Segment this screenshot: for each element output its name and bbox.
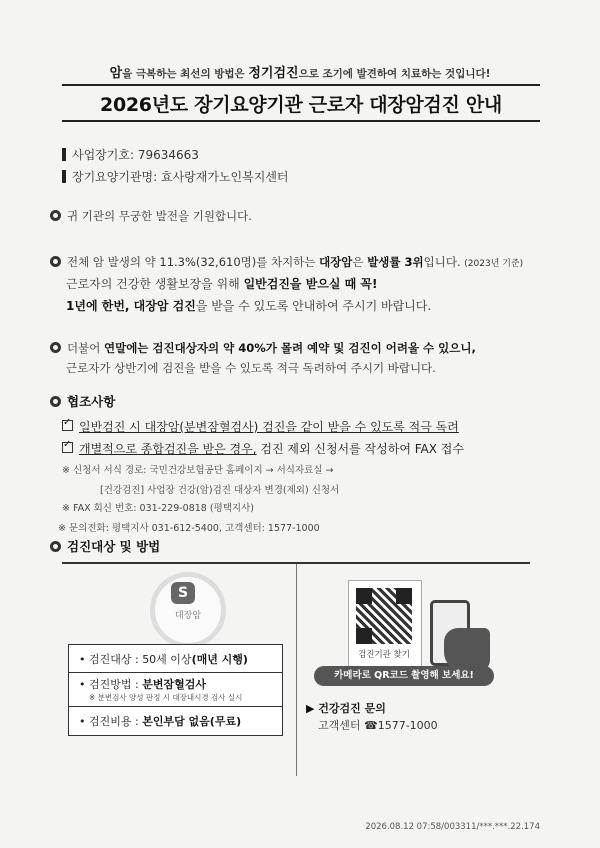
- panel-divider: [296, 564, 297, 776]
- colon-icon: S: [171, 582, 195, 604]
- circle-bullet-icon: [50, 541, 61, 552]
- business-number: 사업장기호: 79634663: [72, 148, 199, 162]
- cooperation-item-2b: 검진 제외 신청서를 작성하여 FAX 접수: [256, 442, 464, 456]
- statistics-line-3: [66, 296, 431, 316]
- p1-l2a: 근로자의 건강한 생활보장을 위해: [66, 277, 244, 291]
- cooperation-heading: [50, 392, 115, 410]
- statistics-line-2: [66, 274, 378, 294]
- circle-bullet-icon: [50, 210, 61, 221]
- p2-b: 연말에는 검진대상자의 약 40%가 몰려 예약 및 검진이 어려울 수 있으니,: [103, 341, 476, 355]
- facility-name: 장기요양기관명: 효사랑재가노인복지센터: [72, 170, 289, 184]
- fax-footer: 2026.08.12 07:58/003311/***.***.22.174: [365, 822, 540, 832]
- tagline-word-checkup: 정기검진: [248, 66, 299, 81]
- cost-value: 본인부담 없음(무료): [142, 715, 242, 728]
- p1-a: 전체 암 발생의 약 11.3%(32,610명)를 차지하는: [67, 255, 320, 269]
- method-box: [68, 672, 283, 710]
- circle-bullet-icon: [50, 256, 61, 267]
- p1-f: (2023년 기준): [464, 259, 524, 269]
- method-heading-text: 검진대상 및 방법: [67, 539, 161, 554]
- p1-l3a: 1년에: [66, 299, 98, 313]
- facility-name-field: [62, 168, 289, 185]
- cost-label: • 검진비용 :: [79, 715, 143, 728]
- greeting-text: 귀 기관의 무궁한 발전을 기원합니다.: [67, 209, 252, 223]
- target-label: • 검진대상 : 50세 이상: [79, 653, 192, 666]
- year-end-line-2: 근로자가 상반기에 검진을 받을 수 있도록 적극 독려하여 주시기 바랍니다.: [66, 361, 436, 375]
- square-bullet-icon: [62, 148, 66, 161]
- cooperation-item-2: [62, 440, 464, 457]
- cost-box: [68, 706, 283, 736]
- document-title: 2026년도 장기요양기관 근로자 대장암검진 안내: [100, 94, 502, 116]
- contact-heading: ▶ 건강검진 문의: [306, 702, 386, 715]
- cooperation-item-1-text: 일반검진 시 대장암(분변잠혈검사) 검진을 같이 받을 수 있도록 적극 독려: [79, 420, 459, 434]
- p1-b: 대장암: [319, 255, 353, 269]
- checkbox-icon: [62, 442, 73, 453]
- checkbox-icon: [62, 420, 73, 431]
- title-bottom-rule: [62, 120, 540, 122]
- greeting: [50, 206, 252, 226]
- p1-e: 입니다.: [423, 255, 461, 269]
- business-number-field: [62, 146, 199, 163]
- method-label: • 검진방법 :: [79, 678, 143, 691]
- p1-l2b: 일반검진을 받으실 때 꼭!: [243, 277, 378, 291]
- logo-label: 대장암: [174, 611, 202, 621]
- note-form-name: [건강검진] 사업장 건강(암)검진 대상자 변경(제외) 신청서: [100, 485, 340, 496]
- tagline-text-2: 으로 조기에 발견하여 치료하는 것입니다!: [298, 68, 491, 80]
- cooperation-item-2a: 개별적으로 종합검진을 받은 경우,: [79, 442, 257, 456]
- p1-c: 은: [352, 255, 368, 269]
- p1-d: 발생률 3위: [367, 255, 424, 269]
- method-note: ※ 분변검사 양성 판정 시 대장내시경 검사 실시: [89, 693, 243, 702]
- note-phone: ※ 문의전화: 평택지사 031-612-5400, 고객센터: 1577-1000: [58, 523, 320, 534]
- cooperation-item-1: [62, 418, 459, 435]
- circle-bullet-icon: [50, 396, 61, 407]
- note-fax: ※ FAX 회신 번호: 031-229-0818 (평택지사): [62, 503, 254, 514]
- contact-line: 고객센터 ☎1577-1000: [318, 719, 438, 732]
- method-heading: [50, 537, 160, 555]
- p1-l3c: 을 받을 수 있도록 안내하여 주시기 바랍니다.: [195, 299, 432, 313]
- title-top-rule: [62, 84, 540, 86]
- note-form-path: ※ 신청서 서식 경로: 국민건강보험공단 홈페이지 → 서식자료실 →: [62, 465, 334, 476]
- target-box: [68, 644, 283, 674]
- p1-l3b: 한번, 대장암 검진: [97, 299, 196, 313]
- qr-banner: 카메라로 QR코드 촬영해 보세요!: [314, 666, 494, 686]
- statistics-paragraph: [50, 252, 550, 274]
- square-bullet-icon: [62, 170, 66, 183]
- year-end-paragraph: [50, 338, 476, 358]
- qr-label: 검진기관 찾기: [358, 650, 410, 660]
- qr-code-icon[interactable]: [356, 588, 412, 644]
- p2-a: 더불어: [67, 341, 104, 355]
- tagline: [0, 62, 600, 81]
- tagline-word-cancer: 암: [109, 66, 123, 81]
- target-value: (매년 시행): [191, 653, 248, 666]
- cooperation-heading-text: 협조사항: [67, 394, 116, 409]
- circle-bullet-icon: [50, 342, 61, 353]
- tagline-text-1: 을 극복하는 최선의 방법은: [122, 68, 249, 80]
- method-value: 분변잠혈검사: [142, 678, 206, 691]
